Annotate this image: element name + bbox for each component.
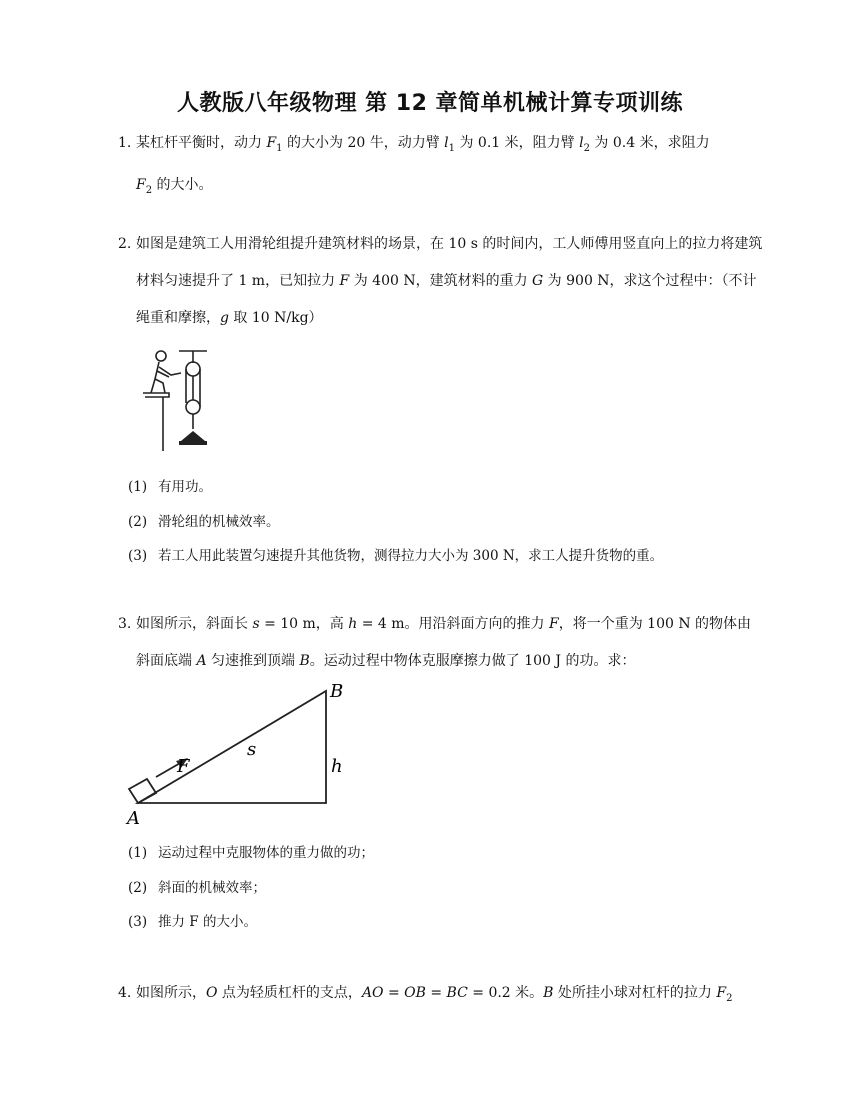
label-A: A <box>127 808 140 828</box>
incline-figure <box>120 678 360 828</box>
page-title: 人教版八年级物理 第 12 章简单机械计算专项训练 <box>176 91 684 116</box>
label-h: h <box>331 756 343 777</box>
q2-sub-1: (1) 有用功。 <box>128 479 212 495</box>
question-1 <box>118 125 763 209</box>
question-number: 3. <box>118 616 132 632</box>
label-s: s <box>247 739 257 760</box>
label-B: B <box>330 681 344 702</box>
label-F: F <box>177 756 190 777</box>
question-number: 1. <box>118 135 132 151</box>
question-number: 4. <box>118 985 132 1001</box>
question-2 <box>118 226 763 337</box>
question-text: 某杠杆平衡时，动力 $F_1$ 的大小为 20 牛，动力臂 $l_1$ 为 0.1 米，阻力臂 $l_2$ 为 0.4 米，求阻力 $F_2$ 的大小。 <box>136 135 710 196</box>
q2-sub-3: (3) 若工人用此装置匀速提升其他货物，测得拉力大小为 300 N，求工人提升货物的重。 <box>128 548 664 564</box>
pulley-figure <box>135 345 215 455</box>
question-3 <box>118 606 763 680</box>
q3-sub-2: (2) 斜面的机械效率； <box>128 880 266 896</box>
question-text: 如图是建筑工人用滑轮组提升建筑材料的场景，在 10 s 的时间内，工人师傅用竖直向上的拉力将建筑材料匀速提升了 1 m，已知拉力 F 为 400 N，建筑材料的重力 G 为 900 N，求这个过程中：（不计绳重和摩擦，g 取 10 N/kg） <box>136 236 763 326</box>
q3-sub-1: (1) 运动过程中克服物体的重力做的功； <box>128 845 374 861</box>
q3-sub-3: (3) 推力 F 的大小。 <box>128 914 257 930</box>
question-4 <box>118 975 763 1017</box>
question-text: 如图所示，斜面长 s = 10 m，高 h = 4 m。用沿斜面方向的推力 F，将一个重为 100 N 的物体由斜面底端 A 匀速推到顶端 B。运动过程中物体克服摩擦力做了 100 J 的功。求： <box>136 616 752 669</box>
q2-sub-2: (2) 滑轮组的机械效率。 <box>128 514 280 530</box>
question-text: 如图所示，O 点为轻质杠杆的支点，AO = OB = BC = 0.2 米。B 处所挂小球对杠杆的拉力 $F_2$ <box>136 985 733 1004</box>
question-number: 2. <box>118 236 132 252</box>
